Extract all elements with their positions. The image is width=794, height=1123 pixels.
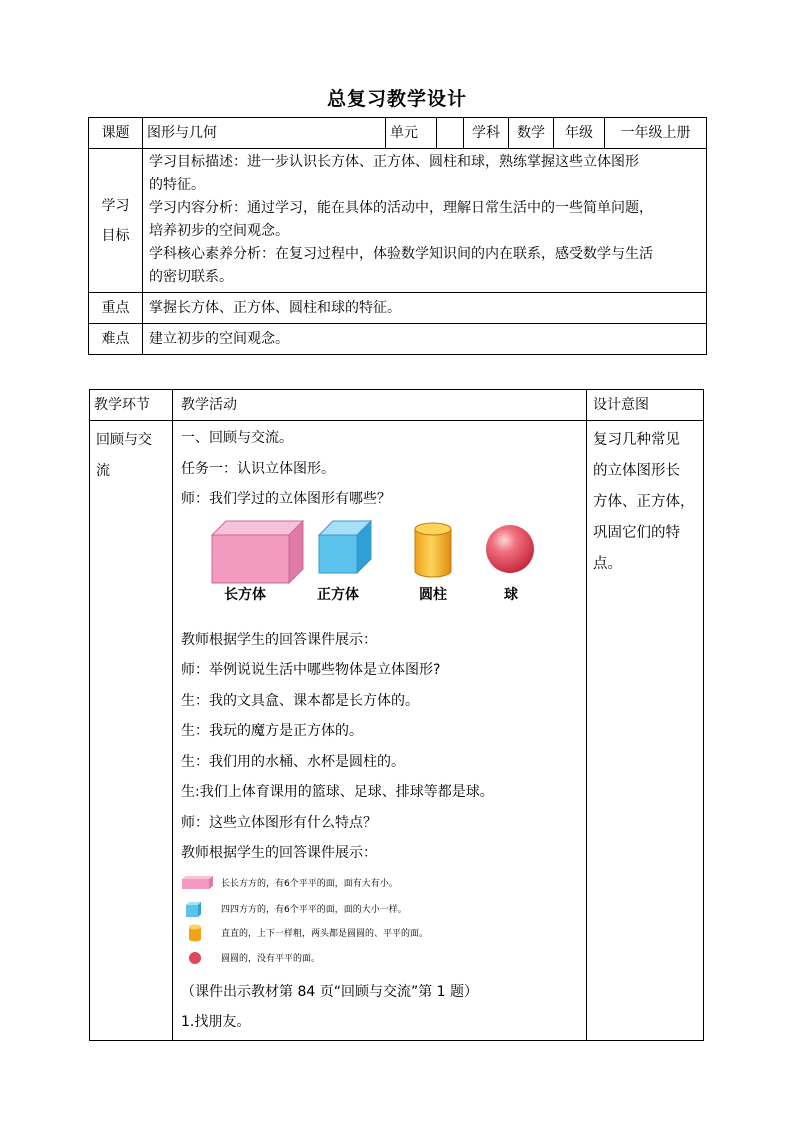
document-title: 总复习教学设计 — [326, 88, 467, 110]
cube-mini-icon — [181, 901, 215, 917]
cylinder-shape — [415, 523, 451, 577]
label-cuboid: 长方体 — [224, 586, 266, 603]
difficulty-value: 建立初步的空间观念。 — [143, 324, 707, 355]
unit-value — [437, 118, 464, 149]
stage-cell: 回顾与交 流 — [90, 421, 173, 1041]
legend-row-cuboid: 长长方方的，有6个平平的面，面有大有小。 — [181, 873, 398, 893]
course-value: 图形与几何 — [143, 118, 386, 149]
legend-row-ball: 圆圆的，没有平平的面。 — [181, 948, 320, 968]
unit-label: 单元 — [386, 118, 437, 149]
subject-value: 数学 — [509, 118, 554, 149]
cuboid-mini-icon — [181, 875, 215, 891]
goal-label: 学习 目标 — [89, 149, 143, 293]
header-activity: 教学活动 — [173, 390, 587, 421]
label-cylinder: 圆柱 — [419, 586, 447, 603]
subject-label: 学科 — [464, 118, 509, 149]
lesson-plan-table — [89, 389, 704, 1041]
ball-mini-icon — [181, 950, 215, 966]
solid-shapes-figure — [181, 515, 578, 625]
intent-cell: 复习几种常见 的立体图形长 方体、正方体， 巩固它们的特 点。 — [587, 421, 704, 1041]
label-cube: 正方体 — [317, 586, 359, 603]
difficulty-label: 难点 — [89, 324, 143, 355]
cuboid-shape — [212, 521, 303, 583]
info-table — [88, 117, 707, 355]
activity-cell: 一、回顾与交流。 任务一：认识立体图形。 师：我们学过的立体图形有哪些？ 长方体 正方体 圆柱 球 教师根据学生的回答课件展示： 师：举例说说生活中哪些物体是立体图形? 生：我的文具盒、课本都是长方体的。 生：我玩的魔方是正方体的。 生：我们用的水桶、水杯是圆柱的。 生:我们上体育课用的篮球、足球、排球等都是球。 师：这些立体图形有什么特点？ 教师根据学生的回答课件展示： 长长方方的，有6个平平的面，面有大有小。 四四方方的，有6个平平的面，面的大小一样。 直直的，上下一样粗，两头都是圆圆的、平平的面。 圆圆的，没有平平的面。 （课件出示教材第 84 页“回顾与交流”第 1 题） 1.找朋友。 — [173, 421, 587, 1041]
shape-features-legend — [181, 869, 578, 977]
label-ball: 球 — [504, 586, 518, 603]
cube-shape — [319, 521, 371, 573]
course-label: 课题 — [89, 118, 143, 149]
legend-row-cylinder: 直直的，上下一样粗，两头都是圆圆的、平平的面。 — [181, 923, 428, 943]
shapes-illustration — [181, 515, 581, 625]
grade-value: 一年级上册 — [605, 118, 707, 149]
header-intent: 设计意图 — [587, 390, 704, 421]
key-value: 掌握长方体、正方体、圆柱和球的特征。 — [143, 293, 707, 324]
grade-label: 年级 — [554, 118, 605, 149]
ball-shape — [486, 525, 534, 573]
key-label: 重点 — [89, 293, 143, 324]
cylinder-mini-icon — [181, 923, 215, 943]
goal-description: 学习目标描述：进一步认识长方体、正方体、圆柱和球，熟练掌握这些立体图形 的特征。 学习内容分析：通过学习，能在具体的活动中，理解日常生活中的一些简单问题， 培养初步的空间观念。 学科核心素养分析：在复习过程中，体验数学知识间的内在联系，感受数学与生活 的密切联系。 — [143, 149, 707, 293]
legend-row-cube: 四四方方的，有6个平平的面，面的大小一样。 — [181, 899, 407, 919]
header-stage: 教学环节 — [90, 390, 173, 421]
